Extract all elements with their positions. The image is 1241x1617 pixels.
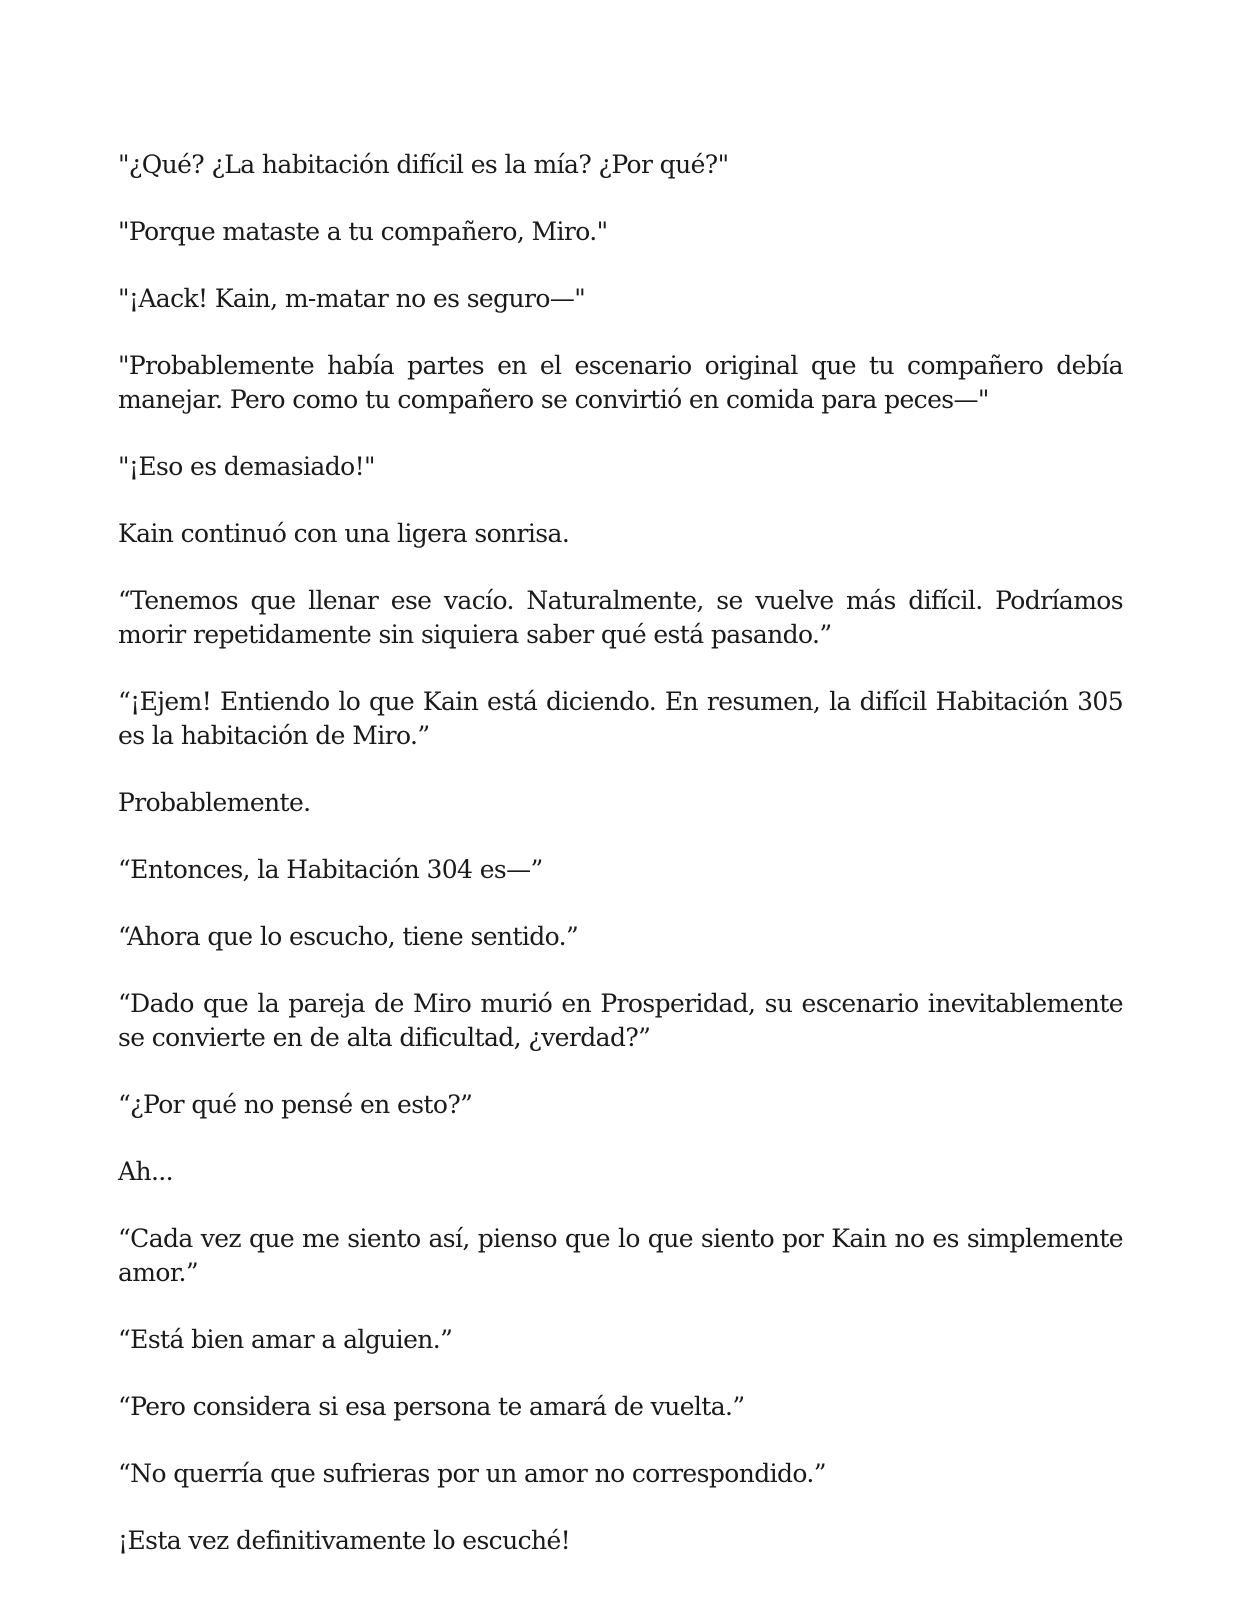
paragraph: Kain continuó con una ligera sonrisa.	[118, 519, 570, 548]
paragraph: “Dado que la pareja de Miro murió en Prosperidad, su escenario inevitablemente se convierte en de alta dificultad, ¿verdad?”	[118, 989, 1123, 1052]
paragraph: "¡Aack! Kain, m-matar no es seguro—"	[118, 284, 586, 313]
paragraph: "¡Eso es demasiado!"	[118, 452, 375, 481]
document-body	[118, 148, 1123, 1591]
paragraph: “Entonces, la Habitación 304 es—”	[118, 855, 543, 884]
paragraph: “No querría que sufrieras por un amor no correspondido.”	[118, 1459, 826, 1488]
paragraph: ¡Esta vez definitivamente lo escuché!	[118, 1526, 571, 1555]
paragraph: “Tenemos que llenar ese vacío. Naturalmente, se vuelve más difícil. Podríamos morir repetidamente sin siquiera saber qué está pasando.”	[118, 586, 1123, 649]
paragraph: "Probablemente había partes en el escenario original que tu compañero debía manejar. Pero como tu compañero se convirtió en comida para peces—"	[118, 351, 1123, 414]
paragraph: “¿Por qué no pensé en esto?”	[118, 1090, 473, 1119]
paragraph: Ah...	[118, 1157, 173, 1186]
paragraph: “Cada vez que me siento así, pienso que lo que siento por Kain no es simplemente amor.”	[118, 1224, 1123, 1287]
paragraph: “¡Ejem! Entiendo lo que Kain está diciendo. En resumen, la difícil Habitación 305 es la habitación de Miro.”	[118, 687, 1123, 750]
paragraph: “Pero considera si esa persona te amará de vuelta.”	[118, 1392, 745, 1421]
paragraph: "¿Qué? ¿La habitación difícil es la mía? ¿Por qué?"	[118, 150, 729, 179]
paragraph: “Está bien amar a alguien.”	[118, 1325, 453, 1354]
paragraph: “Ahora que lo escucho, tiene sentido.”	[118, 922, 579, 951]
paragraph: Probablemente.	[118, 788, 311, 817]
paragraph: "Porque mataste a tu compañero, Miro."	[118, 217, 608, 246]
